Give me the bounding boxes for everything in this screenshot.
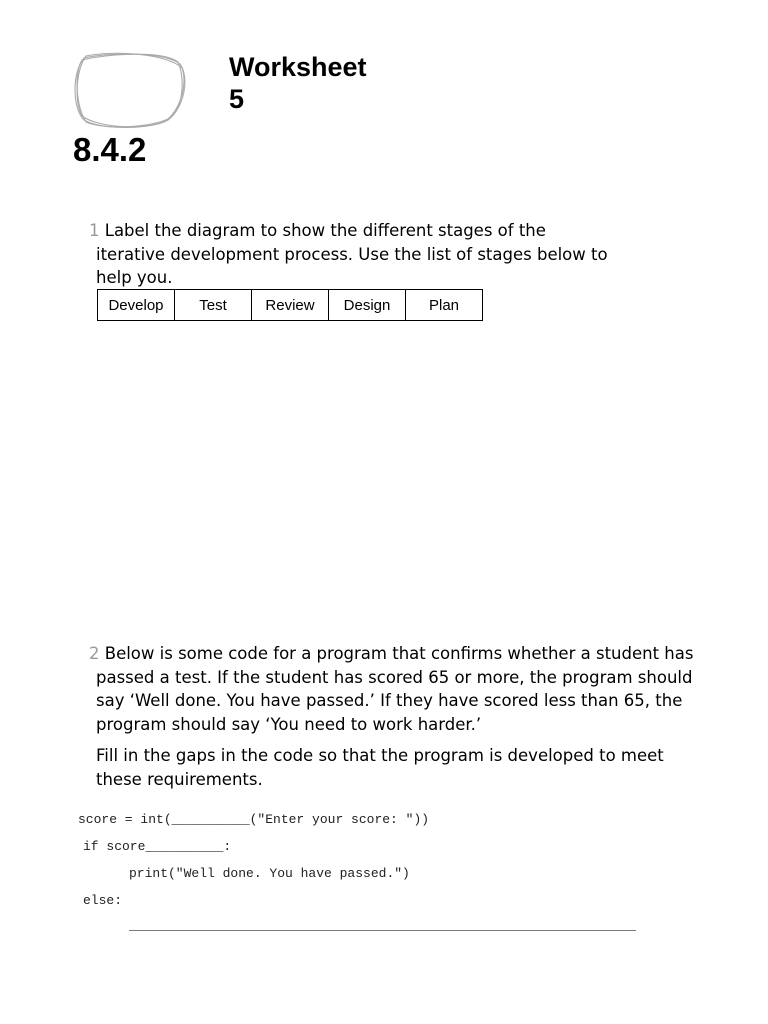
logo-sketch-icon [70, 50, 188, 130]
code-line-4: else: [83, 893, 123, 908]
stage-develop: Develop [98, 290, 175, 321]
code-answer-blank: _________________________________________________________________ [129, 918, 637, 933]
question-1-text: Label the diagram to show the different stages of the iterative development process. Use the list of stages below to help you. [96, 221, 608, 287]
stages-table [97, 289, 483, 321]
question-1 [74, 219, 614, 290]
stage-design: Design [329, 290, 406, 321]
stage-test: Test [175, 290, 252, 321]
question-2-number: 2 [89, 644, 100, 663]
stage-review: Review [252, 290, 329, 321]
question-2 [74, 642, 696, 736]
question-2-text: Below is some code for a program that confirms whether a student has passed a test. If the student has scored 65 or more, the program should say ‘Well done. You have passed.’ If they have scored less than 65, the program should say ‘You need to work harder.’ [96, 644, 694, 734]
stage-plan: Plan [406, 290, 483, 321]
question-1-number: 1 [89, 221, 100, 240]
code-line-1: score = int(__________("Enter your score: ")) [78, 812, 430, 827]
section-number: 8.4.2 [73, 131, 147, 168]
code-line-3: print("Well done. You have passed.") [129, 866, 410, 881]
page-title: Worksheet 5 [229, 52, 367, 114]
code-line-2: if score__________: [83, 839, 232, 854]
question-2-instruction: Fill in the gaps in the code so that the program is developed to meet these requirements. [96, 746, 664, 789]
